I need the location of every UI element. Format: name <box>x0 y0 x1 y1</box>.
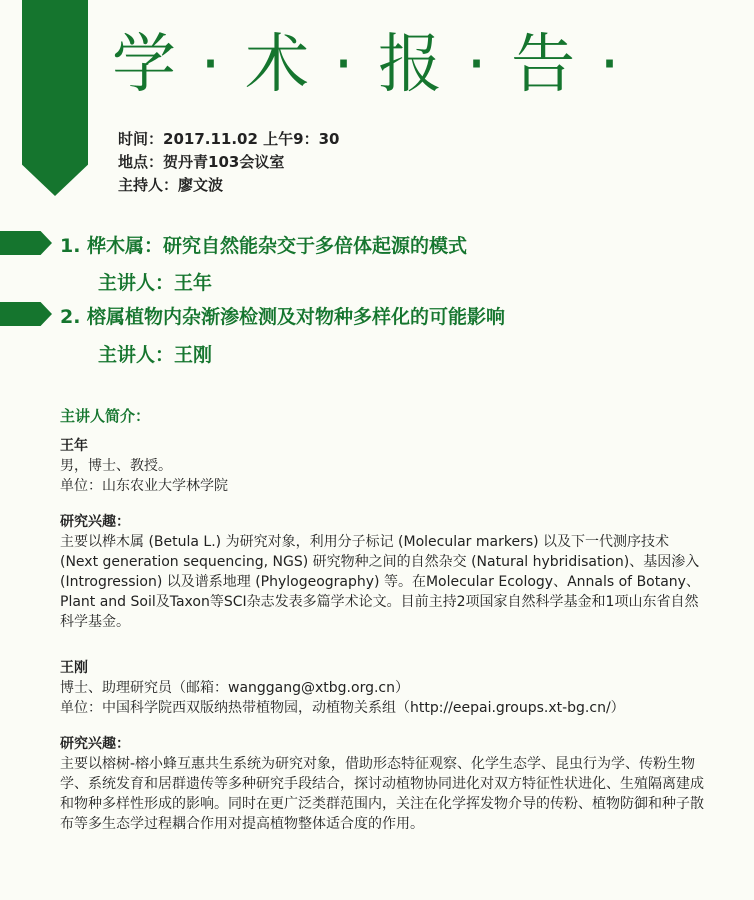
host-value: 廖文波 <box>178 176 224 194</box>
intro-heading: 主讲人简介： <box>60 407 151 425</box>
talk-1-speaker: 主讲人：王年 <box>98 272 213 294</box>
speaker-intro-section <box>60 406 710 834</box>
talk-2-title: 2. 榕属植物内杂渐渗检测及对物种多样化的可能影响 <box>60 306 506 328</box>
talk-1-title: 1. 桦木属：研究自然能杂交于多倍体起源的模式 <box>60 235 468 257</box>
speaker-bio-wangnian <box>60 436 710 632</box>
interest-label: 研究兴趣： <box>60 514 130 530</box>
page-title: 学 · 术 · 报 · 告 · <box>112 28 622 102</box>
place-row <box>118 151 339 174</box>
interest-text: 主要以榕树-榕小蜂互惠共生系统为研究对象，借助形态特征观察、化学生态学、昆虫行为学、传粉生物学、系统发育和居群遗传等多种研究手段结合，探讨动植物协同进化对双方特征性状进化、生殖隔离建成和物种多样性形成的影响。同时在更广泛类群范围内，关注在化学挥发物介导的传粉、植物防御和种子散布等多生态学过程耦合作用对提高植物整体适合度的作用。 <box>60 756 704 832</box>
interest-label: 研究兴趣： <box>60 736 130 752</box>
time-row <box>118 128 339 151</box>
speaker-name: 王年 <box>60 438 88 454</box>
speaker-info-line: 单位：山东农业大学林学院 <box>60 478 228 494</box>
talk-2-arrow-icon <box>0 302 52 326</box>
speaker-info-line: 男，博士、教授。 <box>60 458 172 474</box>
interest-text: 主要以桦木属 (Betula L.) 为研究对象，利用分子标记 (Molecular markers) 以及下一代测序技术 (Next generation sequencing, NGS) 研究物种之间的自然杂交 (Natural hybridisation)、基因渗入 (Introgression) 以及谱系地理 (Phylogeography) 等。在Molecular Ecology、Annals of Botany、Plant and Soil及Taxon等SCI杂志发表多篇学术论文。目前主持2项国家自然科学基金和1项山东省自然科学基金。 <box>60 534 700 630</box>
talk-2-speaker: 主讲人：王刚 <box>98 344 213 366</box>
time-value: 2017.11.02 上午9：30 <box>163 130 340 148</box>
event-meta <box>118 128 339 197</box>
speaker-info-line: 博士、助理研究员（邮箱：wanggang@xtbg.org.cn） <box>60 680 409 696</box>
place-label: 地点： <box>118 153 164 171</box>
talk-1-arrow-icon <box>0 231 52 255</box>
time-label: 时间： <box>118 130 164 148</box>
place-value: 贺丹青103会议室 <box>163 153 285 171</box>
green-ribbon-decoration <box>22 0 88 196</box>
speaker-info-line: 单位：中国科学院西双版纳热带植物园，动植物关系组（http://eepai.groups.xt-bg.cn/） <box>60 700 625 716</box>
speaker-bio-wanggang <box>60 658 710 834</box>
speaker-name: 王刚 <box>60 660 88 676</box>
host-row <box>118 174 339 197</box>
host-label: 主持人： <box>118 176 179 194</box>
